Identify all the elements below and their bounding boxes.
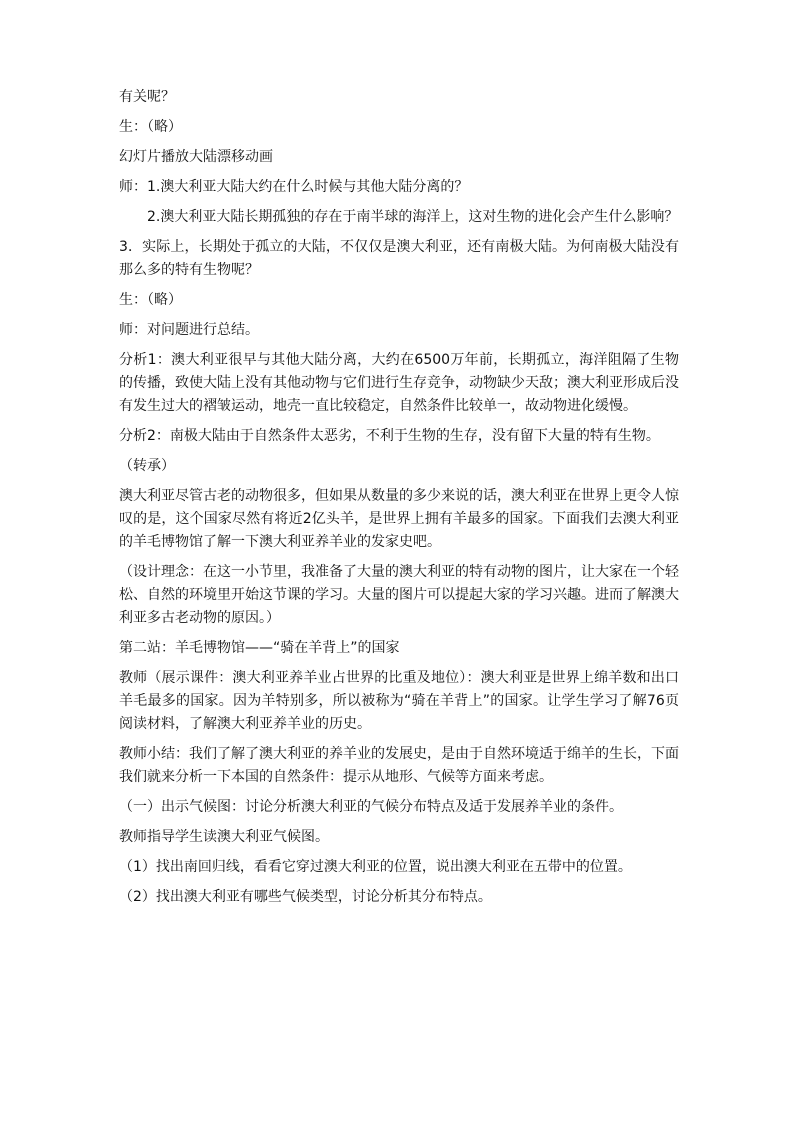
paragraph: 3．实际上，长期处于孤立的大陆，不仅仅是澳大利亚，还有南极大陆。为何南极大陆没有那么多的特有生物呢？ <box>119 239 679 278</box>
paragraph: 师：对问题进行总结。 <box>119 322 259 338</box>
paragraph: 有关呢？ <box>119 89 175 105</box>
paragraph: 2.澳大利亚大陆长期孤独的存在于南半球的海洋上，这对生物的进化会产生什么影响？ <box>147 209 679 225</box>
paragraph: （1）找出南回归线，看看它穿过澳大利亚的位置，说出澳大利亚在五带中的位置。 <box>119 859 632 875</box>
paragraph: 幻灯片播放大陆漂移动画 <box>119 149 273 165</box>
paragraph: （设计理念：在这一小节里，我准备了大量的澳大利亚的特有动物的图片，让大家在一个轻松、自然的环境里开始这节课的学习。大量的图片可以提起大家的学习兴趣。进而了解澳大利亚多古老动物的原因。） <box>119 564 679 626</box>
paragraph: 教师指导学生读澳大利亚气候图。 <box>119 829 329 845</box>
paragraph: （2）找出澳大利亚有哪些气候类型，讨论分析其分布特点。 <box>119 889 492 905</box>
paragraph: 澳大利亚尽管古老的动物很多，但如果从数量的多少来说的话，澳大利亚在世界上更令人惊叹的是，这个国家尽然有将近2亿头羊，是世界上拥有羊最多的国家。下面我们去澳大利亚的羊毛博物馆了解一下澳大利亚养羊业的发家史吧。 <box>119 488 679 550</box>
document-body <box>119 86 679 916</box>
paragraph: （转承） <box>119 458 175 474</box>
paragraph: 分析2：南极大陆由于自然条件太恶劣，不利于生物的生存，没有留下大量的特有生物。 <box>119 428 660 444</box>
paragraph: 教师小结：我们了解了澳大利亚的养羊业的发展史，是由于自然环境适于绵羊的生长，下面我们就来分析一下本国的自然条件：提示从地形、气候等方面来考虑。 <box>119 746 679 785</box>
paragraph: （一）出示气候图：讨论分析澳大利亚的气候分布特点及适于发展养羊业的条件。 <box>119 799 623 815</box>
section-heading: 第二站：羊毛博物馆——“骑在羊背上”的国家 <box>119 640 400 656</box>
paragraph: 师：1.澳大利亚大陆大约在什么时候与其他大陆分离的？ <box>119 179 469 195</box>
paragraph: 教师（展示课件：澳大利亚养羊业占世界的比重及地位）：澳大利亚是世界上绵羊数和出口羊毛最多的国家。因为羊特别多，所以被称为“骑在羊背上”的国家。让学生学习了解76页阅读材料，了解澳大利亚养羊业的历史。 <box>119 670 679 732</box>
paragraph: 分析1：澳大利亚很早与其他大陆分离，大约在6500万年前，长期孤立，海洋阻隔了生物的传播，致使大陆上没有其他动物与它们进行生存竞争，动物缺少天敌；澳大利亚形成后没有发生过大的褶皱运动，地壳一直比较稳定，自然条件比较单一，故动物进化缓慢。 <box>119 352 679 414</box>
paragraph: 生：（略） <box>119 119 182 135</box>
paragraph: 生：（略） <box>119 292 182 308</box>
